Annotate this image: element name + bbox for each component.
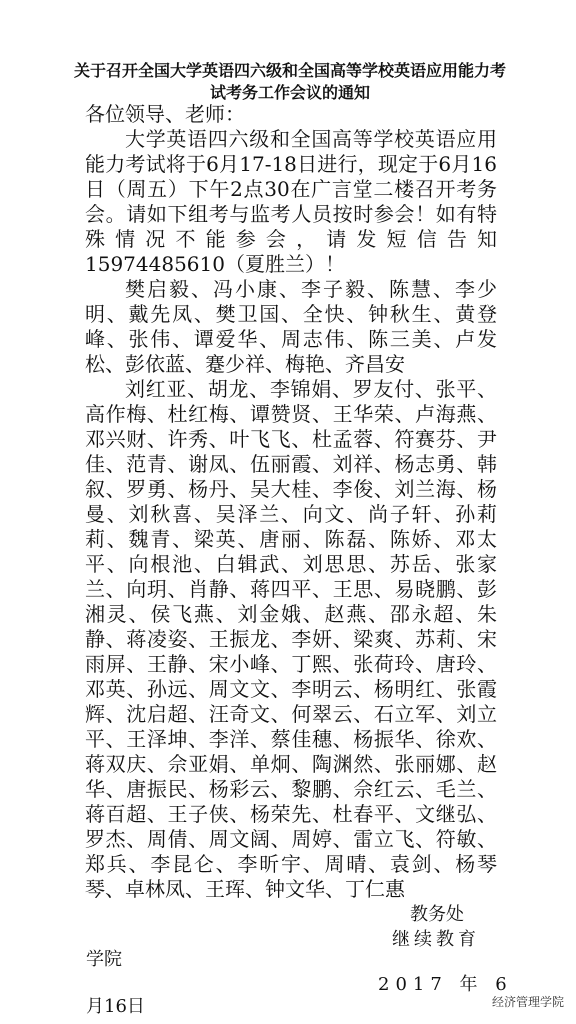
greeting: 各位领导、老师： — [85, 102, 245, 126]
notice-title: 关于召开全国大学英语四六级和全国高等学校英语应用能力考试考务工作会议的通知 — [73, 61, 506, 102]
notice-paragraph: 大学英语四六级和全国高等学校英语应用能力考试将于6月17-18日进行，现定于6月16日（周五）下午2点30在广言堂二楼召开考务会。请如下组考与监考人员按时参会！如有特殊情况不能参会，请发短信告知15974485610（夏胜兰）！ — [85, 127, 497, 276]
name-list-group-1: 樊启毅、冯小康、李子毅、陈慧、李少明、戴先凤、樊卫国、全快、钟秋生、黄登峰、张伟、谭爱华、周志伟、陈三美、卢发松、彭依蓝、蹇少祥、梅艳、齐昌安 — [85, 277, 497, 376]
name-list-group-2: 刘红亚、胡龙、李锦娟、罗友付、张平、高作梅、杜红梅、谭赞贤、王华荣、卢海燕、邓兴财、许秀、叶飞飞、杜孟蓉、符赛芬、尹佳、范青、谢凤、伍丽霞、刘祥、杨志勇、韩叙、罗勇、杨丹、吴大桂、李俊、刘兰海、杨曼、刘秋喜、吴泽兰、向文、尚子轩、孙莉莉、魏青、梁英、唐丽、陈磊、陈娇、邓太平、向根池、白辑武、刘思思、苏岳、张家兰、向玥、肖静、蒋四平、王思、易晓鹏、彭湘灵、侯飞燕、刘金娥、赵燕、邵永超、朱静、蒋凌姿、王振龙、李妍、梁爽、苏莉、宋雨屏、王静、宋小峰、丁熙、张荷玲、唐玲、邓英、孙远、周文文、李明云、杨明红、张霞辉、沈启超、汪奇文、何翠云、石立军、刘立平、王泽坤、李洋、蔡佳穗、杨振华、徐欢、蒋双庆、佘亚娟、单炯、陶渊然、张丽娜、赵华、唐振民、杨彩云、黎鹏、佘红云、毛兰、蒋百超、王子侠、杨荣先、杜春平、文继弘、罗杰、周倩、周文阔、周婷、雷立飞、符敏、郑兵、李昆仑、李昕宇、周晴、袁剑、杨琴琴、卓林凤、王珲、钟文华、丁仁惠 — [85, 377, 497, 901]
signature-department: 教务处 — [410, 904, 464, 925]
signature-date-line-1: 2017 年 6 — [378, 974, 513, 995]
signature-institute-line-2: 学院 — [86, 949, 122, 970]
watermark-label: 经济管理学院 — [491, 995, 564, 1009]
signature-institute-line-1: 继续教育 — [392, 929, 480, 950]
notice-body — [85, 102, 497, 902]
signature-date-line-2: 月16日 — [86, 996, 145, 1017]
